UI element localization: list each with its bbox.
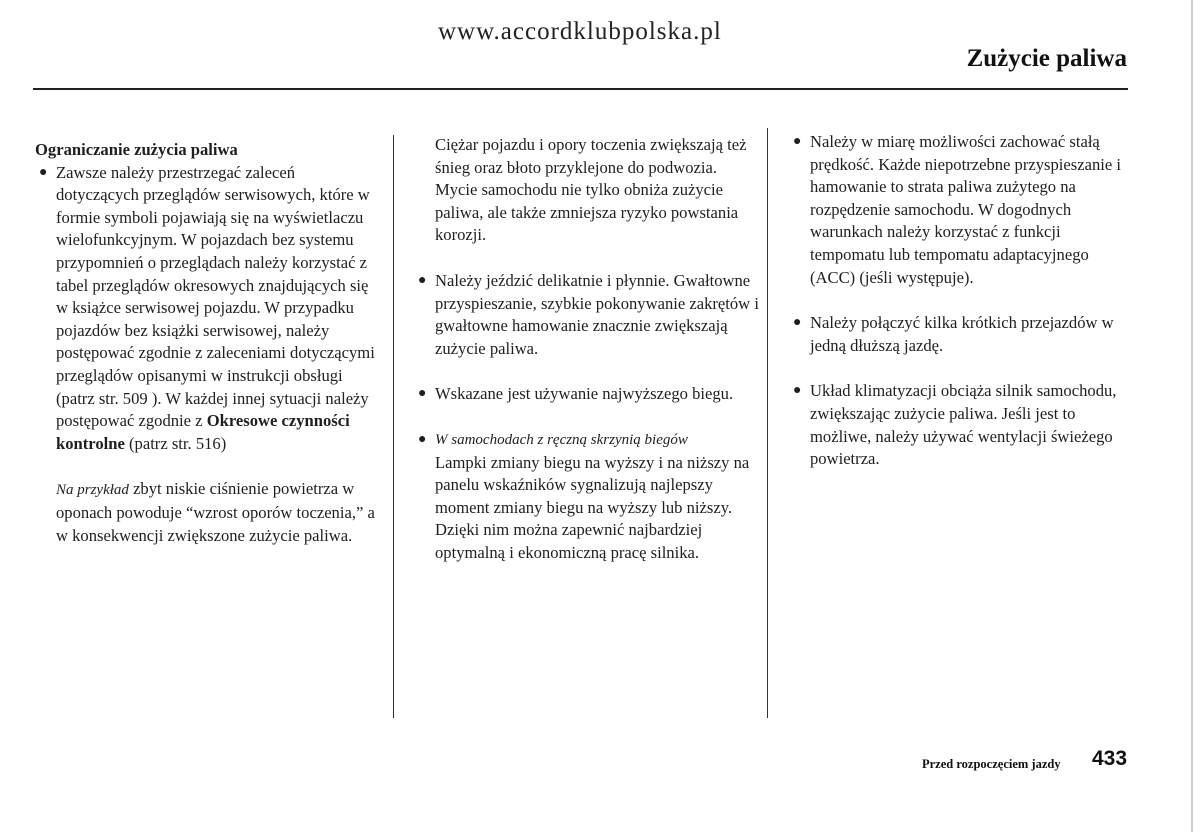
bullet-dot-icon: ● [793, 383, 802, 399]
bullet-dot-icon: ● [39, 164, 48, 180]
paragraph-weight-resistance: Ciężar pojazdu i opory toczenia zwiększają też śnieg oraz błoto przyklejone do podwozia. Mycie samochodu nie tylko obniża zużycie paliwa, ale także zmniejsza ryzyko powstania korozji. [435, 135, 747, 245]
example-text: zbyt niskie ciśnienie powietrza w oponach powoduje “wzrost oporów toczenia,” a w konsekwencji zwiększone zużycie paliwa. [56, 479, 375, 545]
column-1 [35, 139, 380, 547]
bullet-text: Zawsze należy przestrzegać zaleceń dotyczących przeglądów serwisowych, które w formie symboli pojawiają się na wyświetlaczu wielofunkcyjnym. W pojazdach bez systemu przypomnień o przeglądach należy korzystać z tabel przeglądów okresowych znajdujących się w książce serwisowej pojazdu. W przypadku pojazdów bez książki serwisowej, należy postępować zgodnie z zaleceniami dotyczącymi przeglądów opisanymi w instrukcji obsługi (patrz str. 509 ). W każdej innej sytuacji należy postępować zgodnie z [56, 162, 375, 431]
section-title: Zużycie paliwa [966, 45, 1127, 72]
example-paragraph [35, 478, 380, 547]
bullet-text: Należy jeździć delikatnie i płynnie. Gwałtowne przyspieszanie, szybkie pokonywanie zakrętów i gwałtowne hamowanie znacznie zwiększają zużycie paliwa. [435, 270, 759, 358]
bullet-text: Należy połączyć kilka krótkich przejazdów w jedną dłuższą jazdę. [810, 313, 1114, 355]
bullet-dot-icon: ● [418, 431, 427, 447]
footer-chapter-label: Przed rozpoczęciem jazdy [922, 757, 1061, 771]
bullet-text: Należy w miarę możliwości zachować stałą prędkość. Każde niepotrzebne przyspieszanie i hamowanie to strata paliwa zużytego na rozpędzenie samochodu. W dogodnych warunkach należy korzystać z funkcji tempomatu lub tempomatu adaptacyjnego (ACC) (jeśli występuje). [810, 132, 1121, 287]
header-rule [33, 88, 1128, 90]
subheading-fuel-saving: Ograniczanie zużycia paliwa [35, 140, 238, 159]
bullet-dot-icon: ● [418, 386, 427, 402]
example-lead: Na przykład [56, 482, 129, 499]
bullet-air-conditioning [789, 380, 1134, 470]
page-edge-shadow [1191, 0, 1193, 832]
column-3 [789, 131, 1134, 471]
bullet-service-reminders [35, 162, 380, 456]
column-divider-right [767, 128, 768, 718]
bullet-dot-icon: ● [793, 134, 802, 149]
column-2 [414, 134, 759, 565]
bullet-bold-reference: Okresowe czynności kontrolne [56, 411, 350, 453]
bullet-combine-trips [789, 312, 1134, 357]
bullet-dot-icon: ● [418, 272, 427, 288]
page-number: 433 [1092, 747, 1128, 770]
bullet-page-reference: (patrz str. 516) [124, 433, 227, 453]
bullet-drive-gently [414, 270, 759, 360]
site-url-header: www.accordklubpolska.pl [438, 18, 722, 45]
bullet-highest-gear [414, 383, 759, 406]
bullet-manual-lead: W samochodach z ręczną skrzynią biegów [435, 431, 688, 448]
bullet-dot-icon: ● [793, 315, 802, 331]
bullet-text: Wskazane jest używanie najwyższego biegu. [435, 384, 734, 404]
bullet-constant-speed [789, 131, 1134, 289]
bullet-manual-gearbox [414, 429, 759, 565]
bullet-text: Lampki zmiany biegu na wyższy i na niższy na panelu wskaźników sygnalizują najlepszy moment zmiany biegu na wyższy lub niższy. Dzięki nim można zapewnić najbardziej optymalną i ekonomiczną pracę silnika. [435, 452, 750, 562]
bullet-text: Układ klimatyzacji obciąża silnik samochodu, zwiększając zużycie paliwa. Jeśli jest to możliwe, należy używać wentylacji świeżego powietrza. [810, 381, 1117, 469]
column-divider-left [393, 135, 394, 718]
